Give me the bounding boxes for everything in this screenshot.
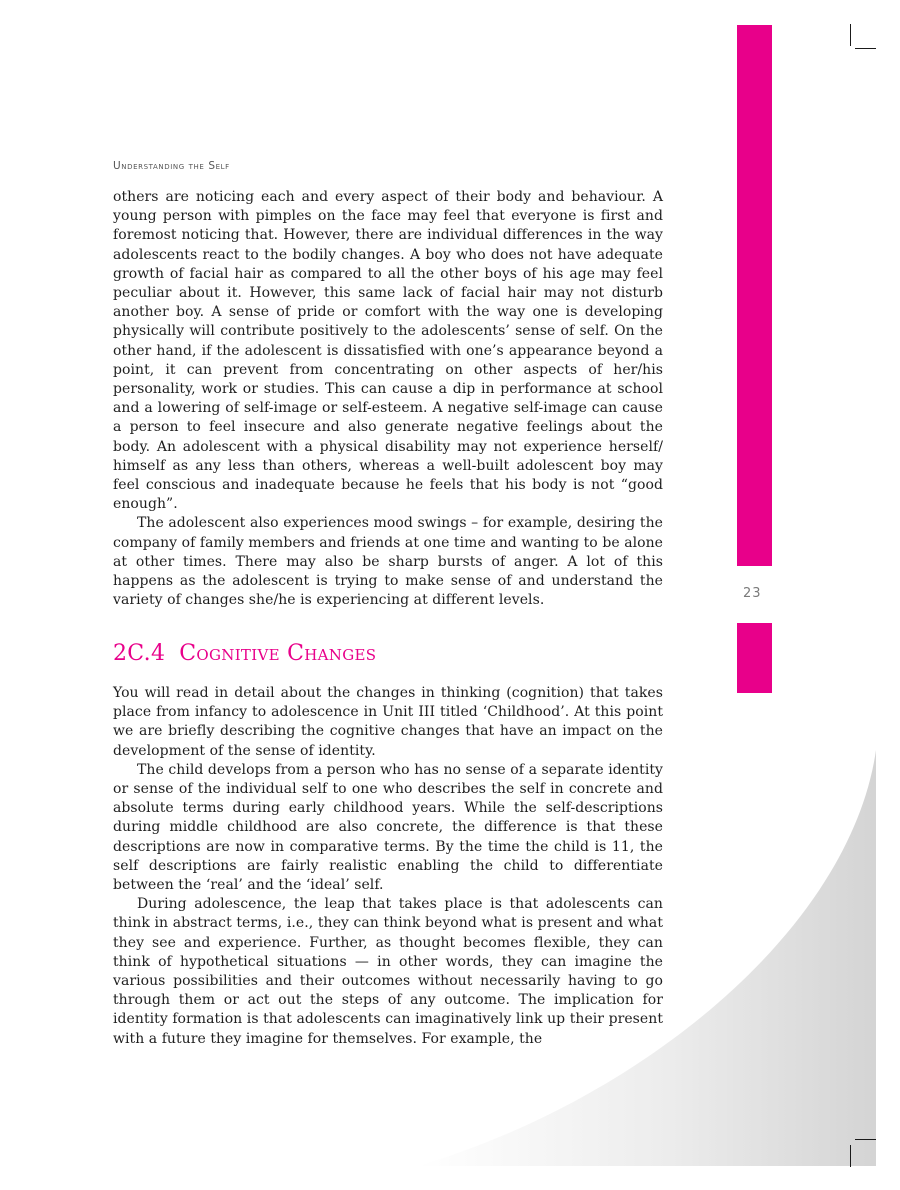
section-heading — [113, 641, 376, 666]
body-text-top — [113, 188, 663, 610]
crop-mark-top-horizontal — [855, 48, 876, 49]
crop-mark-bottom-horizontal — [855, 1139, 876, 1140]
body-text-bottom — [113, 684, 663, 1049]
paragraph: The child develops from a person who has no sense of a separate identity or sense of the individual self to one who describes the self in concrete and absolute terms during early childhood years. While the self-descriptions during middle childhood are also concrete, the difference is that these descriptions are now in comparative terms. By the time the child is 11, the self descriptions are fairly realistic enabling the child to differentiate between the ‘real’ and the ‘ideal’ self. — [113, 761, 663, 894]
section-number: 2C.4 — [113, 641, 166, 666]
accent-bar-upper — [737, 25, 772, 566]
page-number: 23 — [743, 586, 762, 601]
paragraph: During adolescence, the leap that takes place is that adolescents can think in abstract terms, i.e., they can think beyond what is present and what they see and experience. Further, as thought becomes flexible, they can think of hypothetical situations — in other words, they can imagine the various possibilities and their outcomes without necessarily having to go through them or act out the steps of any outcome. The implication for identity formation is that adolescents can imaginatively link up their present with a future they imagine for themselves. For example, the — [113, 896, 663, 1047]
section-title: Cognitive Changes — [179, 641, 377, 666]
running-header: Understanding the Self — [113, 160, 230, 172]
accent-bar-lower — [737, 623, 772, 693]
paragraph: You will read in detail about the changes in thinking (cognition) that takes place from infancy to adolescence in Unit III titled ‘Childhood’. At this point we are briefly describing the cognitive changes that have an impact on the development of the sense of identity. — [113, 685, 663, 759]
paragraph: The adolescent also experiences mood swings – for example, desiring the company of family members and friends at one time and wanting to be alone at other times. There may also be sharp bursts of anger. A lot of this happens as the adolescent is trying to make sense of and understand the variety of changes she/he is experiencing at different levels. — [113, 515, 663, 609]
paragraph: others are noticing each and every aspect of their body and behaviour. A young person with pimples on the face may feel that everyone is first and foremost noticing that. However, there are individual differences in the way adolescents react to the bodily changes. A boy who does not have adequate growth of facial hair as compared to all the other boys of his age may feel peculiar about it. However, this same lack of facial hair may not disturb another boy. A sense of pride or comfort with the way one is developing physically will contribute positively to the adolescents’ sense of self. On the other hand, if the adolescent is dissatisfied with one’s appearance beyond a point, it can prevent from concentrating on other aspects of her/his personality, work or studies. This can cause a dip in performance at school and a lowering of self-image or self-esteem. A negative self-image can cause a person to feel insecure and also generate negative feelings about the body. An adolescent with a physical disability may not experience herself/ himself as any less than others, whereas a well-built adolescent boy may feel conscious and inadequate because he feels that his body is not “good enough”. — [113, 189, 663, 513]
crop-mark-bottom-vertical — [850, 1145, 851, 1167]
crop-mark-top-vertical — [850, 24, 851, 46]
